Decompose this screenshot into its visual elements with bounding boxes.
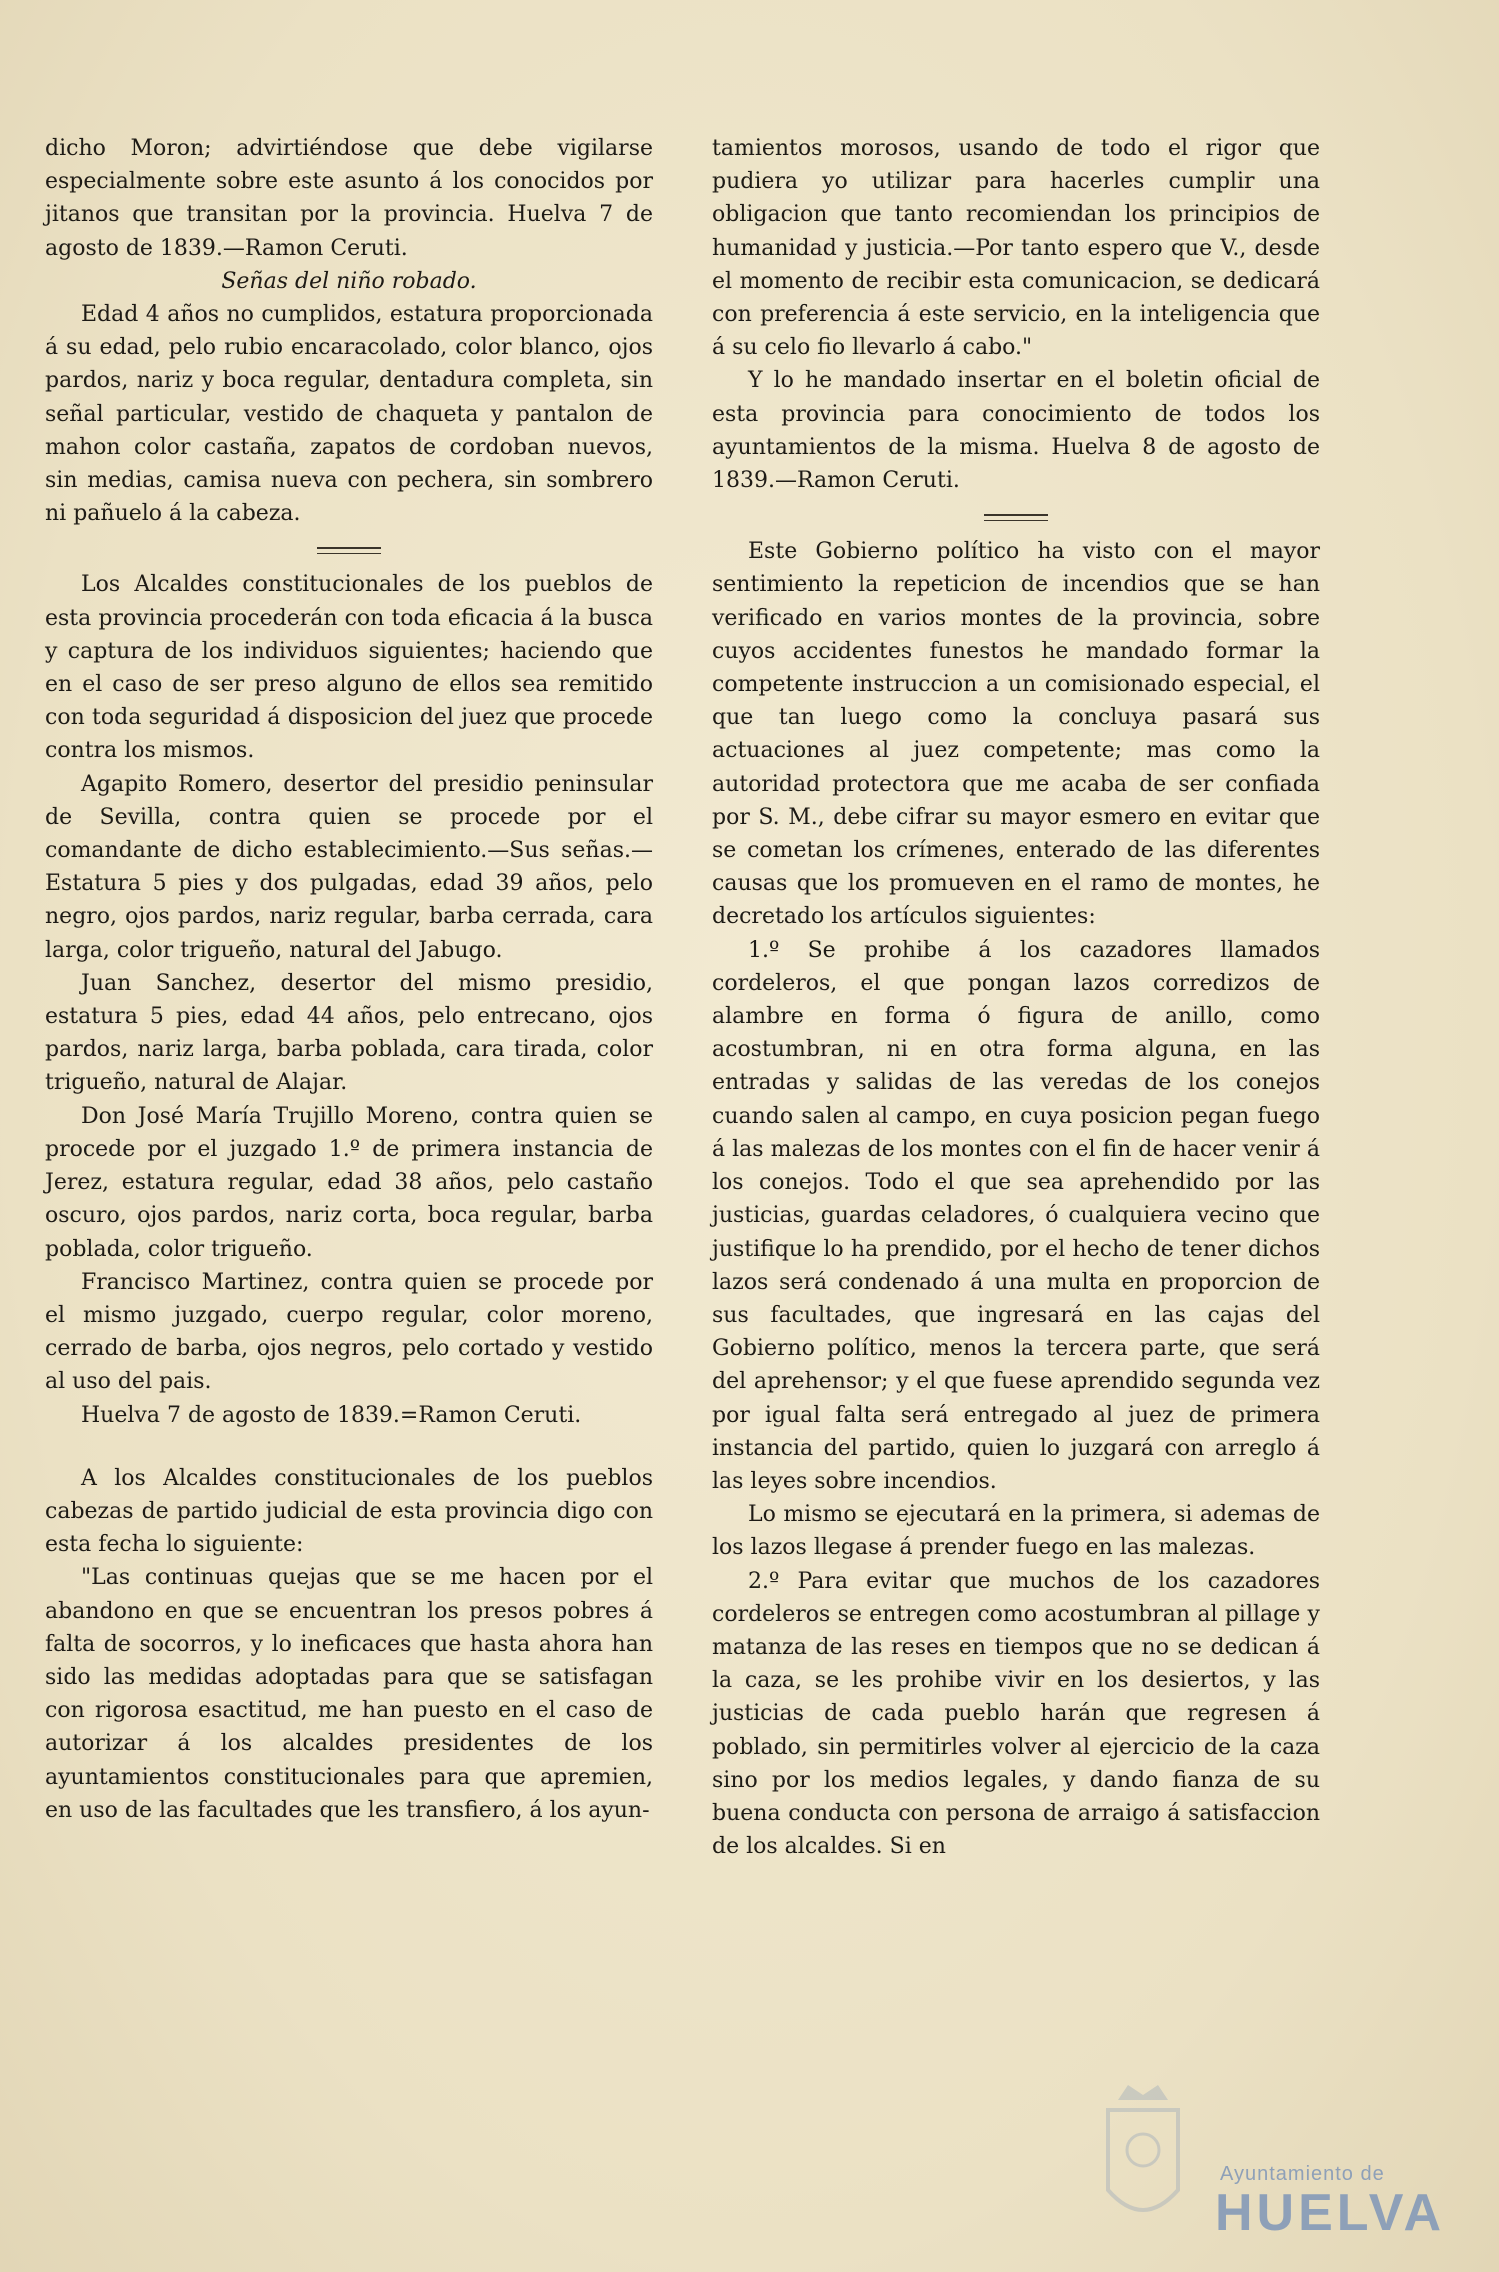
paragraph: Agapito Romero, desertor del presidio peninsular de Sevilla, contra quien se procede por el comandante de dicho establecimiento.—Sus señas.—Estatura 5 pies y dos pulgadas, edad 39 años, pelo negro, ojos pardos, nariz regular, barba cerrada, cara larga, color trigueño, natural del Jabugo. (45, 771, 653, 963)
separator-rule (45, 530, 653, 568)
watermark-city-name: HUELVA (1215, 2184, 1446, 2242)
paragraph: 2.º Para evitar que muchos de los cazadores cordeleros se entregen como acostumbran al pillage y matanza de las reses en tiempos que no se dedican á la caza, se les prohibe vivir en los desiertos, y las justicias de cada pueblo harán que regresen á poblado, sin permitirles volver al ejercicio de la caza sino por los medios legales, y dando fianza de su buena conducta con persona de arraigo á satisfaccion de los alcaldes. Si en (712, 1568, 1320, 1860)
paragraph: 1.º Se prohibe á los cazadores llamados cordeleros, el que pongan lazos corredizos de alambre en forma ó figura de anillo, como acostumbran, ni en otra forma alguna, en las entradas y salidas de las veredas de los conejos cuando salen al campo, en cuya posicion pegan fuego á las malezas de los montes con el fin de hacer venir á los conejos. Todo el que sea aprehendido por las justicias, guardas celadores, ó cualquiera vecino que justifique lo ha prendido, por el hecho de tener dichos lazos será condenado á una multa en proporcion de sus facultades, que ingresará en las cajas del Gobierno político, menos la tercera parte, que será del aprehensor; y el que fuese aprendido segunda vez por igual falta será entregado al juez de primera instancia del partido, quien lo juzgará con arreglo á las leyes sobre incendios. (712, 937, 1320, 1494)
paragraph: Lo mismo se ejecutará en la primera, si ademas de los lazos llegase á prender fuego en las malezas. (712, 1502, 1320, 1561)
watermark-small-text: Ayuntamiento de (1220, 2163, 1385, 2185)
paragraph: Los Alcaldes constitucionales de los pueblos de esta provincia procederán con toda eficacia á la busca y captura de los individuos siguientes; haciendo que en el caso de ser preso alguno de ellos sea remitido con toda seguridad á disposicion del juez que procede contra los mismos. (45, 572, 653, 764)
paragraph: Francisco Martinez, contra quien se procede por el mismo juzgado, cuerpo regular, color moreno, cerrado de barba, ojos negros, pelo cortado y vestido al uso del pais. (45, 1269, 653, 1395)
signature-line: Huelva 7 de agosto de 1839.=Ramon Ceruti. (81, 1402, 582, 1428)
paragraph: Don José María Trujillo Moreno, contra quien se procede por el juzgado 1.º de primera instancia de Jerez, estatura regular, edad 38 años, pelo castaño oscuro, ojos pardos, nariz corta, boca regular, barba poblada, color trigueño. (45, 1103, 653, 1262)
paragraph: Juan Sanchez, desertor del mismo presidio, estatura 5 pies, edad 44 años, pelo entrecano, ojos pardos, nariz larga, barba poblada, cara tirada, color trigueño, natural de Alajar. (45, 970, 653, 1096)
separator-rule (712, 497, 1320, 535)
paragraph: Este Gobierno político ha visto con el mayor sentimiento la repeticion de incendios que se han verificado en varios montes de la provincia, sobre cuyos accidentes funestos he mandado formar la competente instruccion a un comisionado especial, el que tan luego como la concluya pasará sus actuaciones al juez competente; mas como la autoridad protectora que me acaba de ser confiada por S. M., debe cifrar su mayor esmero en evitar que se cometan los crímenes, enterado de las diferentes causas que los promueven en el ramo de montes, he decretado los artículos siguientes: (712, 539, 1320, 930)
paragraph: A los Alcaldes constitucionales de los pueblos cabezas de partido judicial de esta provincia digo con esta fecha lo siguiente: (45, 1465, 653, 1558)
paragraph: Edad 4 años no cumplidos, estatura proporcionada á su edad, pelo rubio encaracolado, color blanco, ojos pardos, nariz y boca regular, dentadura completa, sin señal particular, vestido de chaqueta y pantalon de mahon color castaña, zapatos de cordoban nuevos, sin medias, camisa nueva con pechera, sin sombrero ni pañuelo á la cabeza. (45, 302, 653, 527)
section-gap (45, 1432, 653, 1462)
left-column (45, 132, 653, 1827)
paragraph: Y lo he mandado insertar en el boletin oficial de esta provincia para conocimiento de todos los ayuntamientos de la misma. Huelva 8 de agosto de 1839.—Ramon Ceruti. (712, 368, 1320, 494)
section-heading: Señas del niño robado. (221, 268, 477, 294)
paragraph: dicho Moron; advirtiéndose que debe vigilarse especialmente sobre este asunto á los conocidos por jitanos que transitan por la provincia. Huelva 7 de agosto de 1839.—Ramon Ceruti. (45, 136, 653, 261)
paragraph: "Las continuas quejas que se me hacen por el abandono en que se encuentran los presos pobres á falta de socorros, y lo ineficaces que hasta ahora han sido las medidas adoptadas para que se satisfagan con rigorosa esactitud, me han puesto en el caso de autorizar á los alcaldes presidentes de los ayuntamientos constitucionales para que apremien, en uso de las facultades que les transfiero, á los ayun- (45, 1565, 653, 1823)
right-column (712, 132, 1320, 1863)
paragraph: tamientos morosos, usando de todo el rigor que pudiera yo utilizar para hacerles cumplir una obligacion que tanto recomiendan los principios de humanidad y justicia.—Por tanto espero que V., desde el momento de recibir esta comunicacion, se dedicará con preferencia á este servicio, en la inteligencia que á su celo fio llevarlo á cabo." (712, 136, 1320, 361)
